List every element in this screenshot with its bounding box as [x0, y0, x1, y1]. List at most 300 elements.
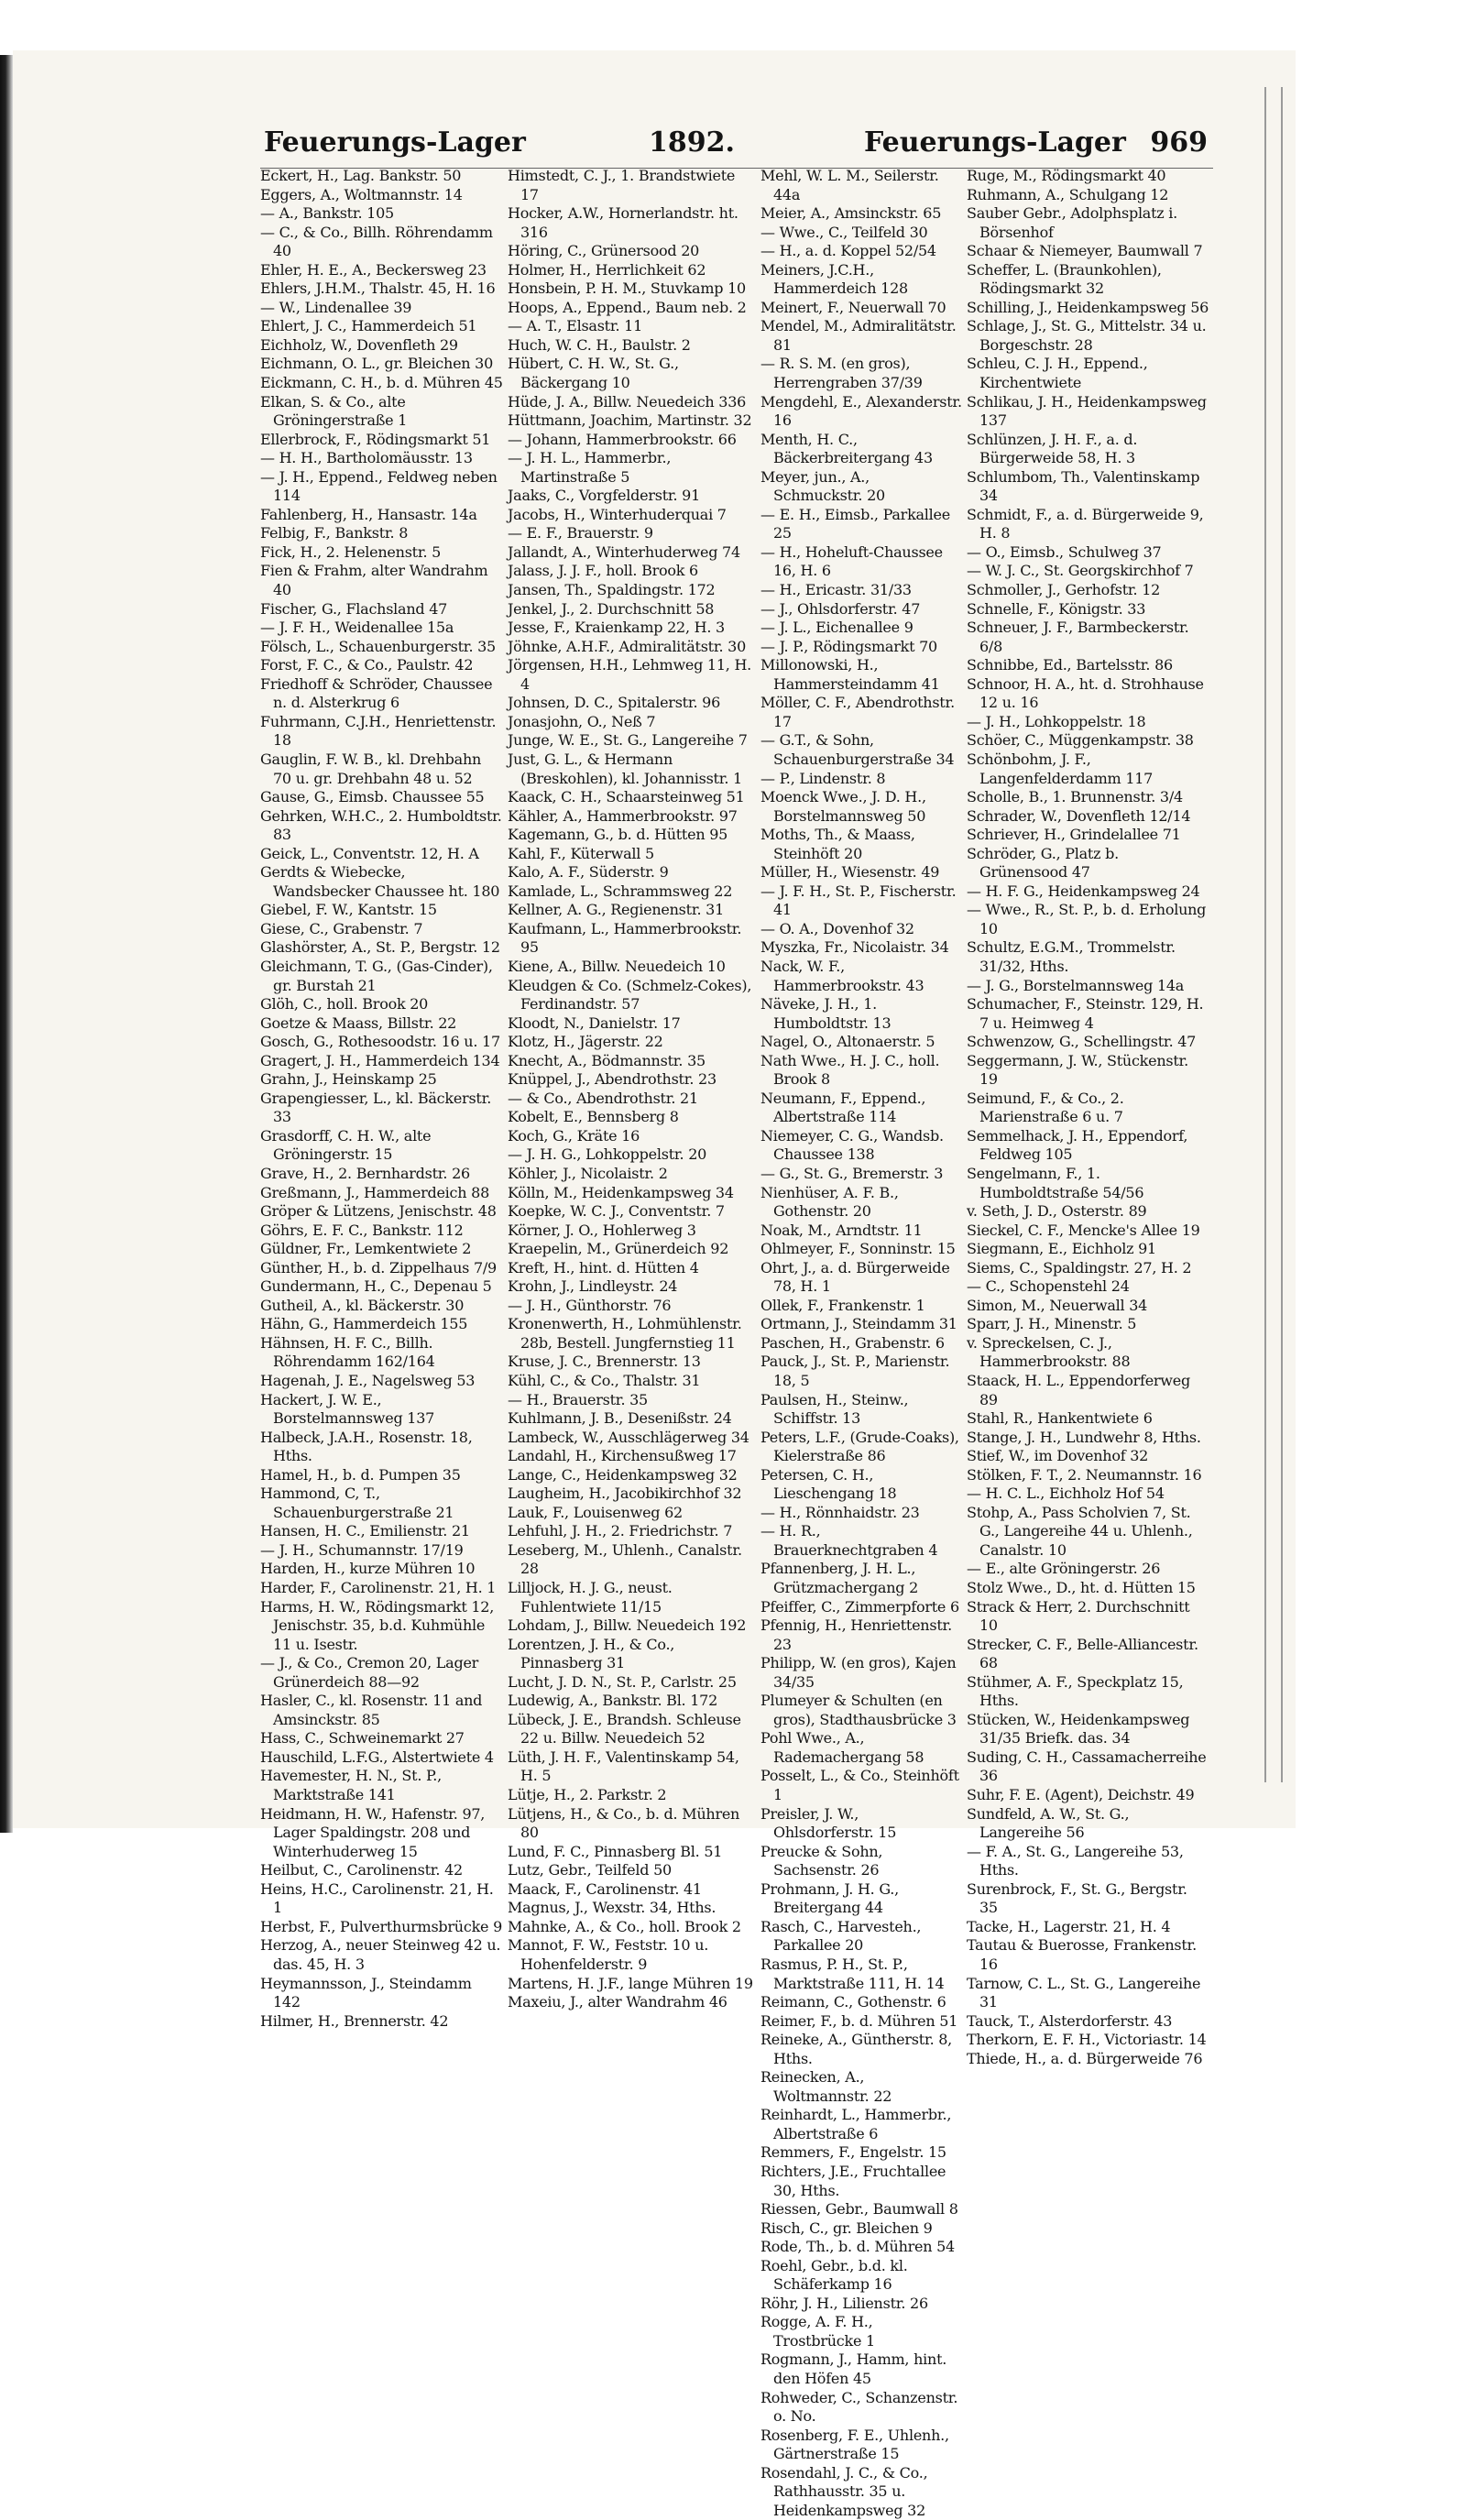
directory-entry: Göhrs, E. F. C., Bankstr. 112 — [260, 1221, 464, 1239]
directory-entry: Gutheil, A., kl. Bäckerstr. 30 — [260, 1296, 465, 1314]
directory-entry: — Wwe., R., St. P., b. d. Erholung 10 — [967, 901, 1207, 937]
directory-entry: Lucht, J. D. N., St. P., Carlstr. 25 — [508, 1672, 737, 1691]
directory-entry: — F. A., St. G., Langereihe 53, Hths. — [967, 1842, 1184, 1879]
directory-entry: Kraepelin, M., Grünerdeich 92 — [508, 1240, 729, 1258]
directory-entry: Näveke, J. H., 1. Humboldtstr. 13 — [760, 995, 892, 1032]
directory-entry: Sparr, J. H., Minenstr. 5 — [967, 1315, 1137, 1333]
directory-entry: Rogmann, J., Hamm, hint. den Höfen 45 — [760, 2350, 947, 2387]
directory-entry: — J. H., Günthorstr. 76 — [508, 1296, 672, 1314]
directory-entry: Preisler, J. W., Ohlsdorferstr. 15 — [760, 1804, 897, 1842]
directory-entry: Eckert, H., Lag. Bankstr. 50 — [260, 167, 462, 184]
directory-entry: Hauschild, L.F.G., Alstertwiete 4 — [260, 1748, 494, 1766]
directory-entry: Mannot, F. W., Feststr. 10 u. Hohenfelderstr. 9 — [508, 1936, 709, 1973]
directory-entry: Gragert, J. H., Hammerdeich 134 — [260, 1051, 500, 1069]
directory-entry: Friedhoff & Schröder, Chaussee n. d. Alsterkrug 6 — [260, 674, 493, 712]
directory-entry: Klotz, H., Jägerstr. 22 — [508, 1033, 663, 1051]
directory-entry: Junge, W. E., St. G., Langereihe 7 — [508, 731, 748, 750]
directory-entry: Fölsch, L., Schauenburgerstr. 35 — [260, 637, 496, 655]
directory-entry: Lütjens, H., & Co., b. d. Mühren 80 — [508, 1804, 740, 1842]
directory-entry: Knecht, A., Bödmannstr. 35 — [508, 1051, 706, 1069]
directory-entry: — J. L., Eichenallee 9 — [760, 619, 914, 637]
directory-entry: Kronenwerth, H., Lohmühlenstr. 28b, Bestell. Jungfernstieg 11 — [508, 1315, 742, 1352]
directory-entry: Gleichmann, T. G., (Gas-Cinder), gr. Burstah 21 — [260, 957, 493, 994]
directory-entry: Schmidt, F., a. d. Bürgerweide 9, H. 8 — [967, 505, 1204, 542]
directory-entry: Schilling, J., Heidenkampsweg 56 — [967, 298, 1209, 316]
directory-entry: Schleu, C. J. H., Eppend., Kirchentwiete — [967, 355, 1148, 392]
directory-entry: Reinhardt, L., Hammerbr., Albertstraße 6 — [760, 2106, 952, 2142]
directory-entry: Plumeyer & Schulten (en gros), Stadthausbrücke 3 — [760, 1692, 957, 1728]
directory-entry: Strecker, C. F., Belle-Alliancestr. 68 — [967, 1635, 1198, 1672]
directory-entry: Seggermann, J. W., Stückenstr. 19 — [967, 1051, 1189, 1089]
directory-entry: Sieckel, C. F., Mencke's Allee 19 — [967, 1221, 1200, 1239]
directory-entry: Jonasjohn, O., Neß 7 — [508, 712, 656, 730]
directory-entry: Scholle, B., 1. Brunnenstr. 3/4 — [967, 788, 1183, 806]
directory-entry: Felbig, F., Bankstr. 8 — [260, 524, 409, 542]
directory-entry: Pfeiffer, C., Zimmerpforte 6 — [760, 1597, 959, 1616]
directory-entry: Preucke & Sohn, Sachsenstr. 26 — [760, 1842, 883, 1879]
directory-entry: Menth, H. C., Bäckerbreitergang 43 — [760, 430, 933, 467]
directory-entry: Harms, H. W., Rödingsmarkt 12, Jenischstr. 35, b.d. Kuhmühle 11 u. Isestr. — [260, 1597, 495, 1653]
directory-entry: Holmer, H., Herrlichkeit 62 — [508, 260, 706, 279]
directory-entry: Hansen, H. C., Emilienstr. 21 — [260, 1522, 470, 1540]
directory-entry: Lüth, J. H. F., Valentinskamp 54, H. 5 — [508, 1748, 739, 1785]
directory-entry: Schöer, C., Müggenkampstr. 38 — [967, 731, 1194, 750]
directory-entry: Maack, F., Carolinenstr. 41 — [508, 1879, 702, 1898]
directory-entry: Hammond, C, T., Schauenburgerstraße 21 — [260, 1485, 454, 1521]
directory-entry: Grahn, J., Heinskamp 25 — [260, 1070, 437, 1089]
directory-entry: Herbst, F., Pulverthurmsbrücke 9 — [260, 1917, 502, 1935]
directory-entry: Hasler, C., kl. Rosenstr. 11 and Amsinckstr. 85 — [260, 1692, 483, 1728]
directory-entry: Moths, Th., & Maass, Steinhöft 20 — [760, 826, 915, 862]
directory-entry: Strack & Herr, 2. Durchschnitt 10 — [967, 1597, 1190, 1635]
directory-column-4 — [967, 167, 1209, 2067]
directory-entry: Schlage, J., St. G., Mittelstr. 34 u. Borgeschstr. 28 — [967, 317, 1207, 354]
directory-entry: Ruge, M., Rödingsmarkt 40 — [967, 167, 1166, 184]
directory-entry: Heidmann, H. W., Hafenstr. 97, Lager Spaldingstr. 208 und Winterhuderweg 15 — [260, 1804, 486, 1860]
directory-entry: Schwenzow, G., Schellingstr. 47 — [967, 1033, 1197, 1051]
directory-entry: Jaaks, C., Vorgfelderstr. 91 — [508, 487, 701, 505]
directory-entry: — J. H., Schumannstr. 17/19 — [260, 1540, 464, 1559]
directory-entry: Mengdehl, E., Alexanderstr. 16 — [760, 392, 962, 430]
directory-entry: Jenkel, J., 2. Durchschnitt 58 — [508, 599, 715, 618]
directory-entry: Hass, C., Schweinemarkt 27 — [260, 1729, 465, 1748]
directory-entry: — W. J. C., St. Georgskirchhof 7 — [967, 562, 1194, 580]
directory-entry: Kagemann, G., b. d. Hütten 95 — [508, 826, 728, 844]
directory-entry: Köhler, J., Nicolaistr. 2 — [508, 1164, 668, 1182]
directory-entry: Koepke, W. C. J., Conventstr. 7 — [508, 1202, 725, 1221]
directory-entry: Remmers, F., Engelstr. 15 — [760, 2143, 946, 2162]
directory-entry: Simon, M., Neuerwall 34 — [967, 1296, 1148, 1314]
directory-entry: — Johann, Hammerbrookstr. 66 — [508, 430, 737, 448]
directory-entry: Eichmann, O. L., gr. Bleichen 30 — [260, 355, 494, 373]
directory-entry: Hilmer, H., Brennerstr. 42 — [260, 2011, 449, 2030]
directory-entry: Nienhüser, A. F. B., Gothenstr. 20 — [760, 1183, 899, 1221]
directory-entry: Jacobs, H., Winterhuderquai 7 — [508, 505, 727, 523]
directory-entry: Jallandt, A., Winterhuderweg 74 — [508, 542, 740, 561]
directory-entry: Reimer, F., b. d. Mühren 51 — [760, 2011, 958, 2030]
directory-entry: — A. T., Elsastr. 11 — [508, 317, 642, 335]
directory-entry: Mendel, M., Admiralitätstr. 81 — [760, 317, 957, 354]
directory-entry: Kloodt, N., Danielstr. 17 — [508, 1013, 681, 1032]
directory-entry: Ortmann, J., Steindamm 31 — [760, 1315, 957, 1333]
directory-entry: Moenck Wwe., J. D. H., Borstelmannsweg 50 — [760, 788, 926, 825]
directory-entry: Hüttmann, Joachim, Martinstr. 32 — [508, 411, 752, 430]
directory-entry: Schneuer, J. F., Barmbeckerstr. 6/8 — [967, 619, 1189, 655]
directory-entry: Ehlers, J.H.M., Thalstr. 45, H. 16 — [260, 279, 496, 298]
directory-entry: Nagel, O., Altonaerstr. 5 — [760, 1033, 935, 1051]
directory-entry: Halbeck, J.A.H., Rosenstr. 18, Hths. — [260, 1428, 473, 1465]
directory-entry: Eichholz, W., Dovenfleth 29 — [260, 335, 458, 354]
directory-entry: Siegmann, E., Eichholz 91 — [967, 1240, 1156, 1258]
directory-entry: Ruhmann, A., Schulgang 12 — [967, 185, 1169, 203]
directory-entry: — E. F., Brauerstr. 9 — [508, 524, 653, 542]
directory-entry: — R. S. M. (en gros), Herrengraben 37/39 — [760, 355, 923, 392]
directory-entry: Kellner, A. G., Regienenstr. 31 — [508, 901, 724, 919]
directory-entry: — P., Lindenstr. 8 — [760, 769, 886, 787]
directory-entry: Rogge, A. F. H., Trostbrücke 1 — [760, 2313, 875, 2350]
directory-entry: Jesse, F., Kraienkamp 22, H. 3 — [508, 619, 725, 637]
directory-entry: Schriever, H., Grindelallee 71 — [967, 826, 1181, 844]
directory-entry: Fick, H., 2. Helenenstr. 5 — [260, 542, 442, 561]
directory-entry: Kamlade, L., Schrammsweg 22 — [508, 882, 733, 900]
directory-entry: Ohlmeyer, F., Sonninstr. 15 — [760, 1240, 956, 1258]
page-edge-line — [1264, 87, 1266, 1782]
directory-entry: Gundermann, H., C., Depenau 5 — [260, 1277, 492, 1296]
directory-entry: Reinecken, A., Woltmannstr. 22 — [760, 2068, 892, 2105]
directory-entry: Stolz Wwe., D., ht. d. Hütten 15 — [967, 1579, 1196, 1597]
directory-entry: Grave, H., 2. Bernhardstr. 26 — [260, 1164, 470, 1182]
directory-entry: Pauck, J., St. P., Marienstr. 18, 5 — [760, 1353, 950, 1389]
directory-entry: — H., Hoheluft-Chaussee 16, H. 6 — [760, 542, 943, 580]
directory-entry: Pfennig, H., Henriettenstr. 23 — [760, 1616, 952, 1653]
directory-entry: Paschen, H., Grabenstr. 6 — [760, 1333, 945, 1352]
directory-entry: Knüppel, J., Abendrothstr. 23 — [508, 1070, 717, 1089]
directory-entry: Hackert, J. W. E., Borstelmannsweg 137 — [260, 1390, 435, 1428]
directory-entry: — O. A., Dovenhof 32 — [760, 919, 914, 937]
directory-entry: Risch, C., gr. Bleichen 9 — [760, 2219, 933, 2237]
directory-entry: Hamel, H., b. d. Pumpen 35 — [260, 1465, 461, 1484]
directory-entry: Kaack, C. H., Schaarsteinweg 51 — [508, 788, 745, 806]
directory-entry: Havemester, H. N., St. P., Marktstraße 141 — [260, 1767, 442, 1804]
directory-entry: Glöh, C., holl. Brook 20 — [260, 995, 429, 1013]
directory-entry: Kleudgen & Co. (Schmelz-Cokes), Ferdinandstr. 57 — [508, 976, 752, 1013]
directory-entry: Thiede, H., a. d. Bürgerweide 76 — [967, 2049, 1203, 2067]
directory-entry: — J. H. G., Lohkoppelstr. 20 — [508, 1145, 707, 1164]
directory-entry: Giebel, F. W., Kantstr. 15 — [260, 901, 437, 919]
directory-entry: Philipp, W. (en gros), Kajen 34/35 — [760, 1654, 957, 1691]
directory-entry: — H. F. G., Heidenkampsweg 24 — [967, 882, 1200, 900]
directory-entry: Kühl, C., & Co., Thalstr. 31 — [508, 1372, 701, 1389]
directory-entry: Heilbut, C., Carolinenstr. 42 — [260, 1861, 463, 1879]
directory-entry: — J. G., Borstelmannsweg 14a — [967, 976, 1185, 994]
directory-entry: Kähler, A., Hammerbrookstr. 97 — [508, 806, 738, 825]
directory-entry: Kalo, A. F., Süderstr. 9 — [508, 863, 669, 882]
directory-entry: Ellerbrock, F., Rödingsmarkt 51 — [260, 430, 491, 448]
header-right-title: Feuerungs-Lager — [864, 126, 1126, 159]
directory-entry: Fuhrmann, C.J.H., Henriettenstr. 18 — [260, 712, 497, 750]
header-left-title: Feuerungs-Lager — [264, 126, 526, 159]
directory-entry: Stühmer, A. F., Speckplatz 15, Hths. — [967, 1672, 1184, 1710]
directory-entry: Müller, H., Wiesenstr. 49 — [760, 863, 940, 882]
directory-entry: Lilljock, H. J. G., neust. Fuhlentwiete 11/15 — [508, 1579, 673, 1616]
directory-entry: — J. H., Lohkoppelstr. 18 — [967, 712, 1146, 730]
directory-entry: Heymannsson, J., Steindamm 142 — [260, 1974, 472, 2011]
directory-entry: — H., a. d. Koppel 52/54 — [760, 242, 936, 260]
directory-entry: Mehl, W. L. M., Seilerstr. 44a — [760, 167, 939, 203]
directory-entry: Hähnsen, H. F. C., Billh. Röhrendamm 162/164 — [260, 1333, 435, 1371]
directory-entry: Tautau & Buerosse, Frankenstr. 16 — [967, 1936, 1198, 1973]
directory-entry: Heins, H.C., Carolinenstr. 21, H. 1 — [260, 1879, 494, 1917]
directory-entry: v. Spreckelsen, C. J., Hammerbrookstr. 88 — [967, 1333, 1131, 1371]
directory-column-2 — [508, 167, 755, 2011]
directory-entry: — C., & Co., Billh. Röhrendamm 40 — [260, 223, 493, 260]
directory-entry: Fischer, G., Flachsland 47 — [260, 599, 448, 618]
directory-entry: — C., Schopenstehl 24 — [967, 1277, 1130, 1296]
directory-entry: Schaar & Niemeyer, Baumwall 7 — [967, 242, 1203, 260]
directory-entry: Noak, M., Arndtstr. 11 — [760, 1221, 923, 1239]
directory-entry: Reineke, A., Güntherstr. 8, Hths. — [760, 2031, 953, 2067]
directory-entry: Rode, Th., b. d. Mühren 54 — [760, 2238, 955, 2256]
directory-entry: Schumacher, F., Steinstr. 129, H. 7 u. Heimweg 4 — [967, 995, 1204, 1032]
directory-entry: Himstedt, C. J., 1. Brandstwiete 17 — [508, 167, 736, 203]
directory-entry: Meyer, jun., A., Schmuckstr. 20 — [760, 467, 885, 505]
directory-entry: Myszka, Fr., Nicolaistr. 34 — [760, 938, 949, 957]
directory-entry: Roehl, Gebr., b.d. kl. Schäferkamp 16 — [760, 2256, 908, 2294]
directory-entry: Harder, F., Carolinenstr. 21, H. 1 — [260, 1579, 497, 1597]
directory-entry: Rohweder, C., Schanzenstr. o. No. — [760, 2388, 958, 2426]
directory-entry: Richters, J.E., Fruchtallee 30, Hths. — [760, 2162, 946, 2199]
directory-entry: Sauber Gebr., Adolphsplatz i. Börsenhof — [967, 204, 1177, 241]
directory-entry: Suding, C. H., Cassamacherreihe 36 — [967, 1748, 1207, 1785]
directory-entry: — W., Lindenallee 39 — [260, 298, 412, 316]
directory-entry: Rasch, C., Harvesteh., Parkallee 20 — [760, 1917, 922, 1955]
directory-entry: Schnoor, H. A., ht. d. Strohhause 12 u. 16 — [967, 674, 1204, 712]
directory-entry: Kaufmann, L., Hammerbrookstr. 95 — [508, 919, 742, 957]
directory-entry: Lambeck, W., Ausschlägerweg 34 — [508, 1428, 749, 1446]
directory-entry: Schnibbe, Ed., Bartelsstr. 86 — [967, 656, 1173, 674]
directory-entry: Nack, W. F., Hammerbrookstr. 43 — [760, 957, 924, 994]
directory-entry: Ludewig, A., Bankstr. Bl. 172 — [508, 1692, 718, 1710]
header-year: 1892. — [649, 126, 735, 159]
directory-entry: — H. R., Brauerknechtgraben 4 — [760, 1522, 938, 1559]
directory-entry: — J. H. L., Hammerbr., Martinstraße 5 — [508, 449, 672, 486]
directory-entry: Lauk, F., Louisenweg 62 — [508, 1503, 683, 1521]
directory-entry: Fien & Frahm, alter Wandrahm 40 — [260, 562, 488, 599]
directory-entry: Reimann, C., Gothenstr. 6 — [760, 1993, 946, 2011]
directory-entry: Fahlenberg, H., Hansastr. 14a — [260, 505, 477, 523]
directory-entry: Neumann, F., Eppend., Albertstraße 114 — [760, 1089, 926, 1126]
directory-entry: Ohrt, J., a. d. Bürgerweide 78, H. 1 — [760, 1258, 950, 1296]
directory-entry: Sengelmann, F., 1. Humboldtstraße 54/56 — [967, 1164, 1144, 1201]
directory-entry: Lorentzen, J. H., & Co., Pinnasberg 31 — [508, 1635, 675, 1672]
directory-entry: Lange, C., Heidenkampsweg 32 — [508, 1465, 738, 1484]
directory-entry: Eickmann, C. H., b. d. Mühren 45 — [260, 374, 503, 392]
directory-entry: — O., Eimsb., Schulweg 37 — [967, 542, 1162, 561]
directory-entry: Stahl, R., Hankentwiete 6 — [967, 1409, 1153, 1428]
directory-entry: Möller, C. F., Abendrothstr. 17 — [760, 694, 955, 730]
directory-entry: Hagenah, J. E., Nagelsweg 53 — [260, 1372, 476, 1389]
directory-entry: — E. H., Eimsb., Parkallee 25 — [760, 505, 950, 542]
directory-entry: Siems, C., Spaldingstr. 27, H. 2 — [967, 1258, 1192, 1276]
directory-entry: Ehlert, J. C., Hammerdeich 51 — [260, 317, 477, 335]
directory-entry: Krohn, J., Lindleystr. 24 — [508, 1277, 678, 1296]
directory-entry: Hoops, A., Eppend., Baum neb. 2 — [508, 298, 747, 316]
directory-entry: Petersen, C. H., Lieschengang 18 — [760, 1465, 897, 1503]
directory-entry: Grasdorff, C. H. W., alte Gröningerstr. 15 — [260, 1126, 432, 1164]
directory-entry: Hocker, A.W., Hornerlandstr. ht. 316 — [508, 204, 738, 241]
directory-entry: Leseberg, M., Uhlenh., Canalstr. 28 — [508, 1540, 742, 1578]
directory-entry: Riessen, Gebr., Baumwall 8 — [760, 2200, 958, 2219]
directory-entry: Meinert, F., Neuerwall 70 — [760, 298, 946, 316]
directory-entry: Seimund, F., & Co., 2. Marienstraße 6 u. 7 — [967, 1089, 1124, 1126]
directory-entry: Rosenberg, F. E., Uhlenh., Gärtnerstraße 15 — [760, 2426, 949, 2463]
page-edge-line — [1281, 87, 1283, 1782]
directory-entry: Kuhlmann, J. B., Desenißstr. 24 — [508, 1409, 732, 1428]
directory-entry: Schultz, E.G.M., Trommelstr. 31/32, Hths. — [967, 938, 1176, 975]
directory-entry: — J. H., Eppend., Feldweg neben 114 — [260, 467, 498, 505]
directory-entry: — H. H., Bartholomäusstr. 13 — [260, 449, 473, 467]
directory-entry: Honsbein, P. H. M., Stuvkamp 10 — [508, 279, 746, 298]
directory-entry: Millonowski, H., Hammersteindamm 41 — [760, 656, 940, 693]
directory-entry: Glashörster, A., St. P., Bergstr. 12 — [260, 938, 500, 957]
directory-entry: Landahl, H., Kirchensußweg 17 — [508, 1447, 737, 1465]
directory-entry: — J. F. H., Weidenallee 15a — [260, 619, 454, 637]
directory-entry: Giese, C., Grabenstr. 7 — [260, 919, 423, 937]
directory-entry: Lohdam, J., Billw. Neuedeich 192 — [508, 1616, 747, 1635]
directory-entry: Stücken, W., Heidenkampsweg 31/35 Briefk. das. 34 — [967, 1710, 1190, 1748]
directory-entry: Herzog, A., neuer Steinweg 42 u. das. 45, H. 3 — [260, 1936, 501, 1973]
directory-entry: Pohl Wwe., A., Rademachergang 58 — [760, 1729, 924, 1766]
directory-entry: — E., alte Gröningerstr. 26 — [967, 1560, 1161, 1578]
directory-entry: Gause, G., Eimsb. Chaussee 55 — [260, 788, 485, 806]
running-header — [264, 126, 1208, 170]
directory-entry: Güldner, Fr., Lemkentwiete 2 — [260, 1240, 472, 1258]
directory-column-1 — [260, 167, 503, 2030]
directory-entry: — H., Ericastr. 31/33 — [760, 581, 912, 599]
directory-entry: Posselt, L., & Co., Steinhöft 1 — [760, 1767, 959, 1804]
directory-entry: Johnsen, D. C., Spitalerstr. 96 — [508, 694, 721, 712]
directory-entry: Jansen, Th., Spaldingstr. 172 — [508, 581, 716, 599]
directory-entry: Niemeyer, C. G., Wandsb. Chaussee 138 — [760, 1126, 944, 1164]
directory-entry: Semmelhack, J. H., Eppendorf, Feldweg 105 — [967, 1126, 1188, 1164]
directory-entry: Geick, L., Conventstr. 12, H. A — [260, 844, 479, 862]
directory-entry: Surenbrock, F., St. G., Bergstr. 35 — [967, 1879, 1187, 1917]
directory-entry: Gosch, G., Rothesoodstr. 16 u. 17 — [260, 1033, 500, 1051]
directory-entry: Scheffer, L. (Braunkohlen), Rödingsmarkt 32 — [967, 260, 1162, 298]
directory-entry: Meier, A., Amsinckstr. 65 — [760, 204, 942, 223]
directory-entry: Günther, H., b. d. Zippelhaus 7/9 — [260, 1258, 497, 1276]
directory-entry: Staack, H. L., Eppendorferweg 89 — [967, 1372, 1190, 1408]
directory-entry: Nath Wwe., H. J. C., holl. Brook 8 — [760, 1051, 940, 1089]
directory-entry: Kobelt, E., Bennsberg 8 — [508, 1108, 679, 1126]
directory-entry: Prohmann, J. H. G., Breitergang 44 — [760, 1879, 899, 1917]
directory-entry: v. Seth, J. D., Osterstr. 89 — [967, 1202, 1147, 1221]
directory-entry: Schlikau, J. H., Heidenkampsweg 137 — [967, 392, 1207, 430]
directory-entry: Stange, J. H., Lundwehr 8, Hths. — [967, 1428, 1201, 1446]
directory-entry: Kiene, A., Billw. Neuedeich 10 — [508, 957, 726, 975]
directory-entry: Lutz, Gebr., Teilfeld 50 — [508, 1861, 672, 1879]
directory-entry: — Wwe., C., Teilfeld 30 — [760, 223, 928, 241]
directory-entry: — & Co., Abendrothstr. 21 — [508, 1089, 698, 1107]
directory-entry: Lehfuhl, J. H., 2. Friedrichstr. 7 — [508, 1522, 733, 1540]
directory-entry: Jöhnke, A.H.F., Admiralitätstr. 30 — [508, 637, 747, 655]
directory-entry: Schlumbom, Th., Valentinskamp 34 — [967, 467, 1200, 505]
directory-entry: Martens, H. J.F., lange Mühren 19 — [508, 1974, 753, 1992]
directory-entry: Ehler, H. E., A., Beckersweg 23 — [260, 260, 487, 279]
directory-entry: — J., & Co., Cremon 20, Lager Grünerdeich 88—92 — [260, 1654, 479, 1691]
directory-entry: — J. F. H., St. P., Fischerstr. 41 — [760, 882, 957, 919]
directory-entry: Schrader, W., Dovenfleth 12/14 — [967, 806, 1191, 825]
page-number: 969 — [1150, 126, 1208, 159]
directory-entry: Therkorn, E. F. H., Victoriastr. 14 — [967, 2031, 1207, 2049]
directory-entry: Laugheim, H., Jacobikirchhof 32 — [508, 1485, 742, 1503]
directory-entry: Kreft, H., hint. d. Hütten 4 — [508, 1258, 699, 1276]
directory-entry: Goetze & Maass, Billstr. 22 — [260, 1013, 457, 1032]
directory-entry: Rasmus, P. H., St. P., Marktstraße 111, H. 14 — [760, 1955, 945, 1992]
directory-entry: Stohp, A., Pass Scholvien 7, St. G., Langereihe 44 u. Uhlenh., Canalstr. 10 — [967, 1503, 1193, 1559]
directory-entry: Grapengiesser, L., kl. Bäckerstr. 33 — [260, 1089, 492, 1126]
directory-entry: Elkan, S. & Co., alte Gröningerstraße 1 — [260, 392, 408, 430]
directory-entry: Lund, F. C., Pinnasberg Bl. 51 — [508, 1842, 723, 1860]
directory-entry: Schröder, G., Platz b. Grünensood 47 — [967, 844, 1119, 882]
directory-entry: — J., Ohlsdorferstr. 47 — [760, 599, 921, 618]
directory-entry: Stölken, F. T., 2. Neumannstr. 16 — [967, 1465, 1202, 1484]
directory-entry: Gehrken, W.H.C., 2. Humboldtstr. 83 — [260, 806, 502, 844]
directory-entry: Lütje, H., 2. Parkstr. 2 — [508, 1786, 667, 1804]
directory-entry: — H. C. L., Eichholz Hof 54 — [967, 1485, 1165, 1503]
directory-column-3 — [760, 167, 962, 2519]
directory-entry: Tacke, H., Lagerstr. 21, H. 4 — [967, 1917, 1171, 1935]
directory-entry: Hüde, J. A., Billw. Neuedeich 336 — [508, 392, 747, 411]
directory-entry: — H., Rönnhaidstr. 23 — [760, 1503, 920, 1521]
directory-entry: Tarnow, C. L., St. G., Langereihe 31 — [967, 1974, 1201, 2011]
directory-entry: Huch, W. C. H., Baulstr. 2 — [508, 335, 691, 354]
directory-entry: Schnelle, F., Königstr. 33 — [967, 599, 1146, 618]
directory-entry: Greßmann, J., Hammerdeich 88 — [260, 1183, 489, 1201]
directory-entry: Just, G. L., & Hermann (Breskohlen), kl. Johannisstr. 1 — [508, 750, 742, 787]
directory-entry: Röhr, J. H., Lilienstr. 26 — [760, 2294, 928, 2312]
directory-entry: Jörgensen, H.H., Lehmweg 11, H. 4 — [508, 656, 751, 693]
directory-entry: Stief, W., im Dovenhof 32 — [967, 1447, 1149, 1465]
directory-entry: Pfannenberg, J. H. L., Grützmachergang 2 — [760, 1560, 919, 1597]
directory-entry: Lübeck, J. E., Brandsh. Schleuse 22 u. Billw. Neuedeich 52 — [508, 1710, 741, 1748]
directory-entry: Suhr, F. E. (Agent), Deichstr. 49 — [967, 1786, 1195, 1804]
directory-entry: Peters, L.F., (Grude-Coaks), Kielerstraße 86 — [760, 1428, 959, 1465]
directory-entry: Koch, G., Kräte 16 — [508, 1126, 640, 1145]
directory-entry: Hähn, G., Hammerdeich 155 — [260, 1315, 468, 1333]
directory-entry: Höring, C., Grünersood 20 — [508, 242, 700, 260]
directory-entry: Schmoller, J., Gerhofstr. 12 — [967, 581, 1161, 599]
directory-entry: Harden, H., kurze Mühren 10 — [260, 1560, 476, 1578]
directory-entry: Gröper & Lützens, Jenischstr. 48 — [260, 1202, 497, 1221]
directory-entry: Schlünzen, J. H. F., a. d. Bürgerweide 58, H. 3 — [967, 430, 1138, 467]
directory-entry: Ollek, F., Frankenstr. 1 — [760, 1296, 925, 1314]
directory-entry: — J. P., Rödingsmarkt 70 — [760, 637, 937, 655]
directory-entry: Mahnke, A., & Co., holl. Brook 2 — [508, 1917, 741, 1935]
book-binding-shadow — [0, 55, 13, 1833]
directory-entry: — A., Bankstr. 105 — [260, 204, 394, 223]
directory-entry: — G.T., & Sohn, Schauenburgerstraße 34 — [760, 731, 955, 768]
directory-entry: Gauglin, F. W. B., kl. Drehbahn 70 u. gr. Drehbahn 48 u. 52 — [260, 750, 482, 787]
directory-entry: Körner, J. O., Hohlerweg 3 — [508, 1221, 696, 1239]
directory-entry: Maxeiu, J., alter Wandrahm 46 — [508, 1993, 728, 2011]
directory-entry: — H., Brauerstr. 35 — [508, 1390, 648, 1408]
directory-entry: Meiners, J.C.H., Hammerdeich 128 — [760, 260, 908, 298]
directory-entry: Kahl, F., Küterwall 5 — [508, 844, 654, 862]
directory-entry: Jalass, J. J. F., holl. Brook 6 — [508, 562, 698, 580]
directory-entry: Forst, F. C., & Co., Paulstr. 42 — [260, 656, 474, 674]
directory-entry: Gerdts & Wiebecke, Wandsbecker Chaussee ht. 180 — [260, 863, 500, 900]
